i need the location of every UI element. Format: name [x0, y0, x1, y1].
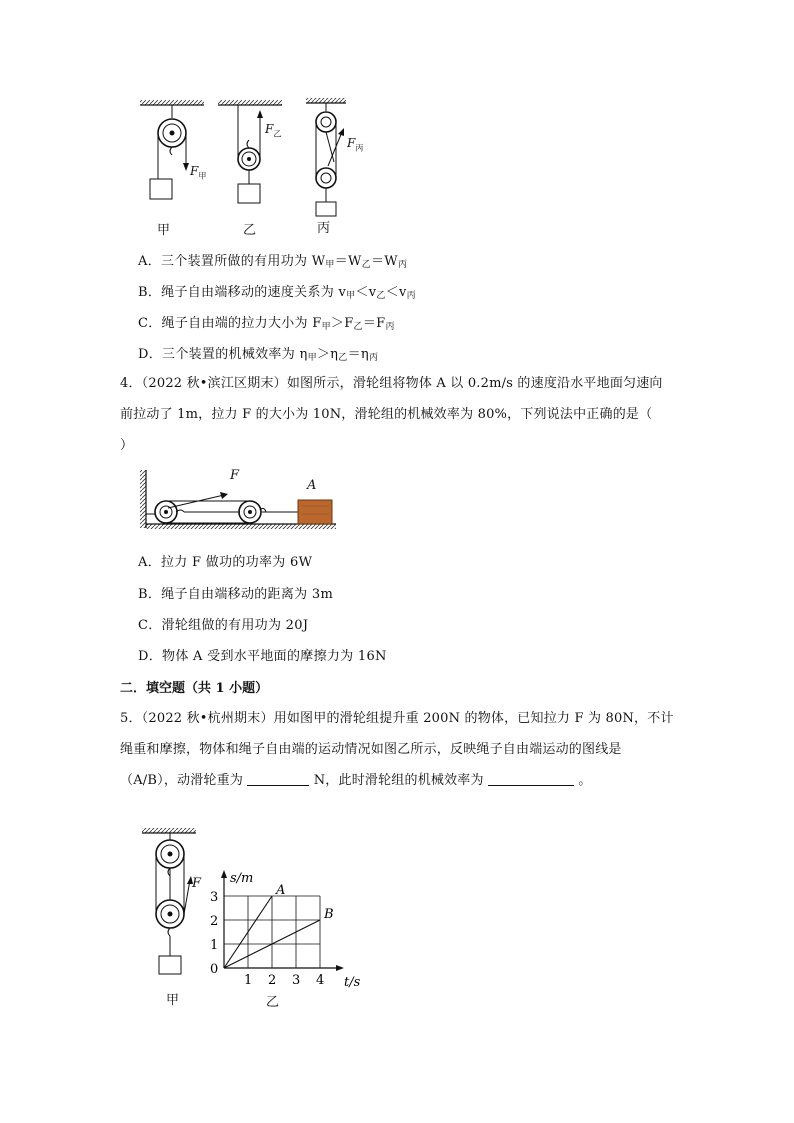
y-tick-0: 0 [210, 962, 219, 977]
figure-label-jia: 甲 [157, 223, 171, 238]
y-axis-arrow [221, 870, 227, 878]
q3-option-d[interactable]: D．三个装置的机械效率为 $\eta_甲>\eta_乙=\eta_丙$ [138, 347, 379, 363]
force-label-jia: $F_甲$ [190, 164, 207, 181]
q5-line1: 5．（2022 秋•杭州期末）用如图甲的滑轮组提升重 200N 的物体，已知拉力 F 为 80N，不计 [120, 711, 674, 726]
y-tick-1: 1 [210, 938, 219, 953]
x-tick-2: 2 [268, 973, 277, 988]
q3-option-b[interactable]: B．绳子自由端移动的速度关系为 $v_甲<v_乙<v_丙$ [138, 285, 416, 301]
x-tick-4: 4 [316, 973, 325, 988]
y-tick-2: 2 [210, 914, 219, 929]
blank-efficiency[interactable] [488, 773, 574, 786]
q4-stem [120, 368, 680, 461]
series-label-B: B [324, 907, 334, 922]
y-axis-label: s/m [230, 871, 254, 886]
q4-force-label: F [230, 468, 240, 483]
q4-stem-line2: 前拉动了 1m，拉力 F 的大小为 10N，滑轮组的机械效率为 80%，下列说法中正确的是（ [120, 407, 653, 422]
blank-pulley-weight[interactable] [247, 773, 309, 786]
q4-stem-line1: 4．（2022 秋•滨江区期末）如图所示，滑轮组将物体 A 以 0.2m/s 的速度沿水平地面匀速向 [120, 376, 663, 391]
q4-stem-line3: ） [120, 438, 134, 453]
q5-figure-label-yi: 乙 [266, 995, 280, 1010]
force-label-yi: $F_乙$ [265, 122, 282, 139]
figure-label-bing: 丙 [317, 221, 331, 236]
force-label-bing: $F_丙$ [347, 136, 364, 153]
q3-option-c[interactable]: C．绳子自由端的拉力大小为 $F_甲>F_乙=F_丙$ [138, 316, 395, 332]
x-tick-3: 3 [292, 973, 301, 988]
q5-line2: 绳重和摩擦，物体和绳子自由端的运动情况如图乙所示，反映绳子自由端运动的图线是 [120, 742, 622, 757]
q4-block-label: A [307, 478, 317, 493]
figure-label-yi: 乙 [243, 223, 257, 238]
q5-figure-label-jia: 甲 [166, 993, 180, 1008]
st-graph [200, 836, 380, 991]
series-label-A: A [276, 883, 286, 898]
section-title-fill-in: 二．填空题（共 1 小题） [120, 681, 269, 696]
x-tick-1: 1 [244, 973, 253, 988]
chart-grid [224, 896, 320, 968]
x-axis-label: t/s [344, 975, 361, 990]
q5-stem [120, 703, 680, 796]
q3-option-a[interactable]: A．三个装置所做的有用功为 $W_甲=W_乙=W_丙$ [138, 254, 408, 270]
q4-option-c[interactable]: C．滑轮组做的有用功为 20J [138, 618, 309, 633]
chart-ticks [210, 890, 324, 988]
q5-force-label: F [192, 876, 202, 891]
q4-option-d[interactable]: D．物体 A 受到水平地面的摩擦力为 16N [138, 649, 387, 664]
q4-option-b[interactable]: B．绳子自由端移动的距离为 3m [138, 587, 334, 602]
q5-line3: （A/B），动滑轮重为 N，此时滑轮组的机械效率为 。 [120, 773, 592, 788]
chart-axes [221, 870, 361, 990]
y-tick-3: 3 [210, 890, 219, 905]
x-axis-arrow [336, 965, 344, 971]
q4-option-a[interactable]: A．拉力 F 做功的功率为 6W [138, 555, 313, 570]
